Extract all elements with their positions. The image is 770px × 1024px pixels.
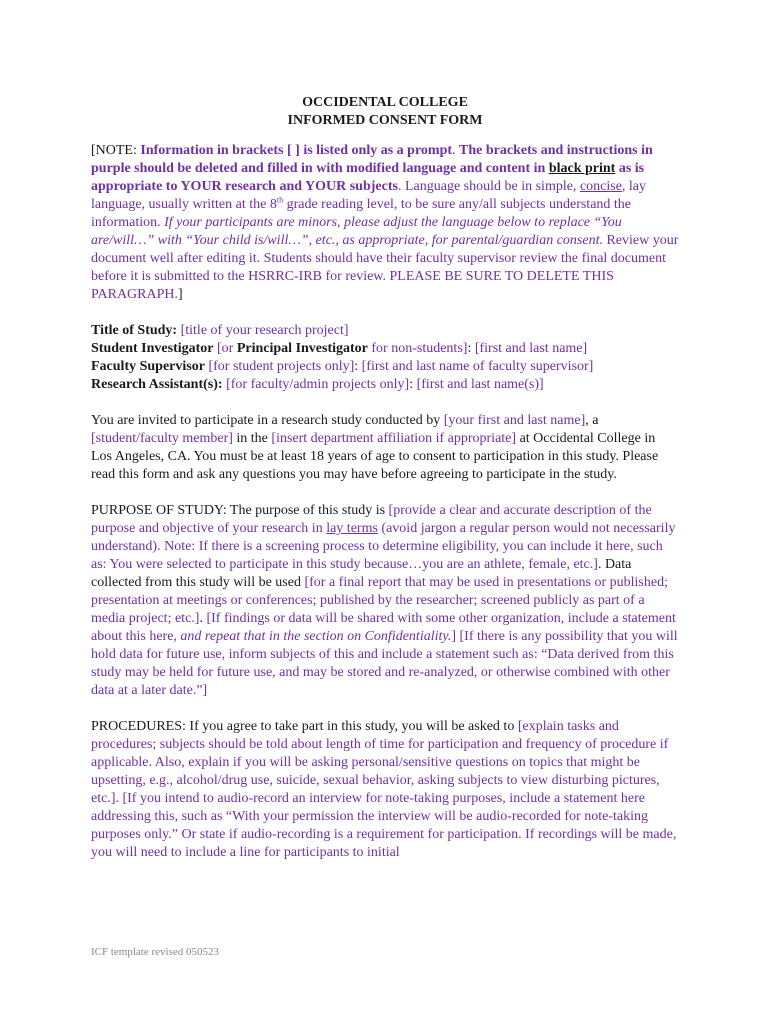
note-text: , lay language, usually written at the 8 — [91, 179, 647, 212]
invite-text: [insert department affiliation if appropriate] — [271, 431, 517, 446]
invitation-paragraph — [91, 412, 679, 484]
research-assistant-name: [first and last name(s)] — [416, 377, 544, 392]
faculty-supervisor-colon: : — [354, 359, 362, 374]
document-header — [91, 94, 679, 130]
purpose-text: ] [If there is any possibility that you will hold data for future use, inform subjects of this and include a statement such as: “Data derived from this study may be held for future use, and may be stored and re-analyzed, or otherwise combined with other data at a later date.”] — [91, 629, 678, 698]
note-superscript: th — [276, 195, 284, 205]
purpose-text: (avoid jargon a regular person would not necessarily understand). Note: If there is a screening process to determine eligibility, you can include it here, such as: You were selected to participate in this study because…you are an athlete, female, etc.] — [91, 521, 676, 572]
document-body — [91, 94, 679, 880]
study-title-line — [91, 322, 679, 340]
procedures-paragraph — [91, 718, 679, 862]
procedures-text: [explain tasks and procedures; subjects should be told about length of time for participation and frequency of procedure if applicable. Also, explain if you will be asking personal/sensitive questions on topics that might be upsetting, e.g., alcohol/drug use, suicide, sexual behavior, asking subjects to view disturbing pictures, etc.]. [If you intend to audio-record an interview for note-taking purposes, include a statement here addressing this, such as “With your permission the interview will be audio-recorded for note-taking purposes only.” Or state if audio-recording is a requirement for participation. If recordings will be made, you will need to include a line for participants to initial — [91, 719, 677, 860]
purpose-text: . Data collected from this study will be used — [91, 557, 632, 590]
student-investigator-label: Student Investigator — [91, 341, 214, 356]
page-footer: ICF template revised 050523 — [91, 946, 220, 958]
note-text: The brackets and instructions in purple should be deleted and filled in with modified language and content in — [91, 143, 653, 176]
purpose-text: [for a final report that may be used in presentations or published; presentation at meetings or conferences; published by the researcher; screened publicly as part of a media project; etc.] — [91, 575, 668, 626]
form-title: INFORMED CONSENT FORM — [287, 113, 483, 128]
note-text: If your participants are minors, please adjust the language below to replace “You are/will…” with “Your child is/will…”, etc., as appropriate, for parental/guardian consent. — [91, 215, 622, 248]
note-text: . — [452, 143, 460, 158]
invite-text: , a — [585, 413, 599, 428]
purpose-text: PURPOSE OF STUDY: The purpose of this study is — [91, 503, 389, 518]
student-investigator-or: [or — [213, 341, 237, 356]
invite-text: at Occidental College in Los Angeles, CA. You must be at least 18 years of age to consent to participation in this study. Please read this form and ask any questions you may have before agreeing to participate in the study. — [91, 431, 659, 482]
faculty-supervisor-label: Faculty Supervisor — [91, 359, 205, 374]
invite-text: You are invited to participate in a research study conducted by — [91, 413, 444, 428]
research-assistant-value: [for faculty/admin projects only] — [222, 377, 410, 392]
student-investigator-line — [91, 340, 679, 358]
purpose-paragraph — [91, 502, 679, 700]
note-text: as is appropriate to YOUR research and YOUR subjects — [91, 161, 645, 194]
research-assistant-line — [91, 376, 679, 394]
principal-investigator-label: Principal Investigator — [236, 341, 368, 356]
note-text: black print — [548, 161, 616, 176]
purpose-text: [provide a clear and accurate description of the purpose and objective of your research in — [91, 503, 652, 536]
note-text: grade reading level, to be sure any/all subjects understand the information. — [91, 197, 632, 230]
invite-text: [student/faculty member] — [91, 431, 233, 446]
procedures-text: PROCEDURES: If you agree to take part in this study, you will be asked to — [91, 719, 518, 734]
research-assistant-label: Research Assistant(s): — [91, 377, 223, 392]
note-text: Review your document well after editing it. Students should have their faculty supervisor review the final document before it is submitted to the HSRRC-IRB for review. PLEASE BE SURE TO DELETE THIS PARAGRAPH. — [91, 233, 679, 302]
purpose-text: lay terms — [326, 521, 378, 536]
note-text: concise — [579, 179, 622, 194]
note-text: Information in brackets [ ] is listed only as a prompt — [140, 143, 453, 158]
research-assistant-colon: : — [409, 377, 417, 392]
faculty-supervisor-value: [for student projects only] — [204, 359, 355, 374]
purpose-text: [If findings or data will be shared with some other organization, include a statement about this here, — [91, 611, 676, 644]
purpose-text: and repeat that in the section on Confidentiality. — [180, 629, 452, 644]
invite-text: in the — [232, 431, 272, 446]
study-title-label: Title of Study: — [91, 323, 178, 338]
faculty-supervisor-name: [first and last name of faculty supervisor] — [361, 359, 594, 374]
note-text: . Language should be in simple, — [397, 179, 580, 194]
note-paragraph — [91, 142, 679, 304]
student-investigator-value: for non-students] — [367, 341, 468, 356]
student-investigator-colon: : — [467, 341, 475, 356]
purpose-text: . — [199, 611, 207, 626]
note-text: [NOTE: — [91, 143, 141, 158]
student-investigator-name: [first and last name] — [474, 341, 588, 356]
note-text: ] — [178, 287, 183, 302]
study-title-value: [title of your research project] — [177, 323, 349, 338]
college-name: OCCIDENTAL COLLEGE — [302, 95, 468, 110]
invite-text: [your first and last name] — [443, 413, 586, 428]
study-info-block — [91, 322, 679, 394]
faculty-supervisor-line — [91, 358, 679, 376]
